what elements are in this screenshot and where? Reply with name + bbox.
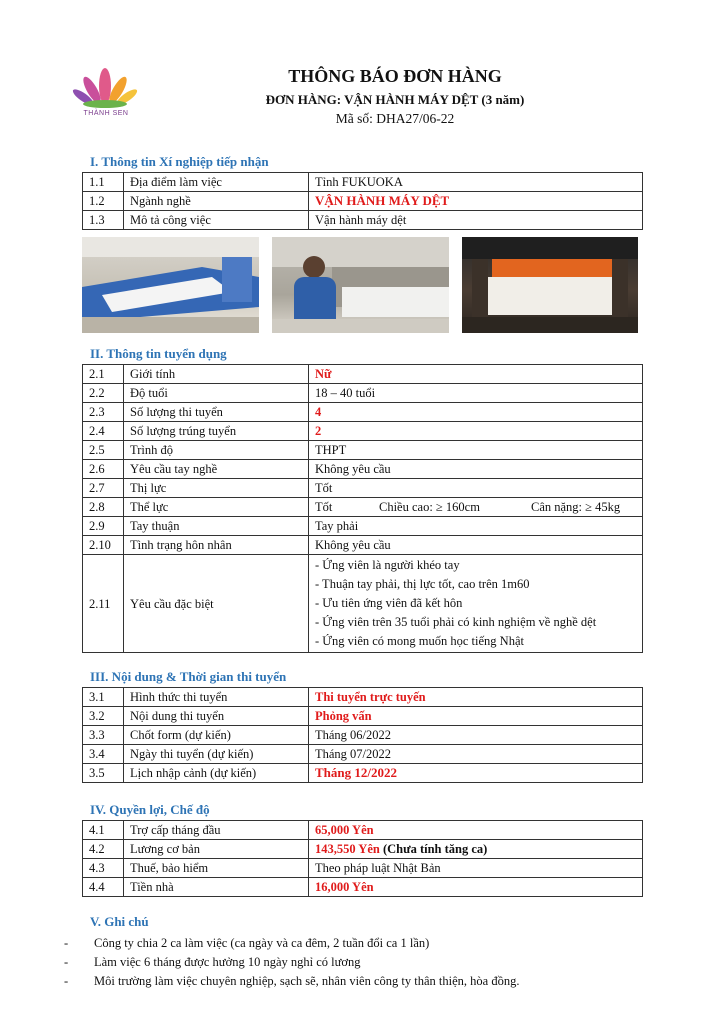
row-label: Lịch nhập cảnh (dự kiến): [124, 764, 309, 783]
row-value: 18 – 40 tuổi: [309, 384, 643, 403]
section-2-table: [82, 364, 643, 653]
row-number: 3.5: [83, 764, 124, 783]
row-number: 2.4: [83, 422, 124, 441]
row-label: Lương cơ bản: [124, 840, 309, 859]
row-label: Tình trạng hôn nhân: [124, 536, 309, 555]
row-label: Trợ cấp tháng đầu: [124, 821, 309, 840]
note-item: - Làm việc 6 tháng được hưởng 10 ngày nghỉ có lương: [64, 953, 664, 972]
table-row: [83, 707, 643, 726]
row-value: 65,000 Yên: [309, 821, 643, 840]
row-number: 4.2: [83, 840, 124, 859]
page-subtitle: ĐƠN HÀNG: VẬN HÀNH MÁY DỆT (3 năm): [265, 92, 525, 107]
section-5-heading: V. Ghi chú: [90, 914, 149, 929]
row-label: Yêu cầu đặc biệt: [124, 555, 309, 653]
row-number: 3.3: [83, 726, 124, 745]
row-value: Không yêu cầu: [309, 460, 643, 479]
row-value: Tháng 06/2022: [309, 726, 643, 745]
row-number: 2.1: [83, 365, 124, 384]
row-number: 4.1: [83, 821, 124, 840]
height-requirement: Chiều cao: ≥ 160cm: [379, 500, 480, 514]
table-row: [83, 365, 643, 384]
row-label: Mô tả công việc: [124, 211, 309, 230]
salary-value: 143,550 Yên: [315, 842, 380, 856]
table-row: [83, 479, 643, 498]
note-item: - Công ty chia 2 ca làm việc (ca ngày và ca đêm, 2 tuần đổi ca 1 lần): [64, 934, 664, 953]
requirement-item: - Ứng viên trên 35 tuổi phải có kinh nghiệm về nghề dệt: [315, 615, 597, 629]
table-row: [83, 555, 643, 653]
section-1-heading: I. Thông tin Xí nghiệp tiếp nhận: [90, 154, 269, 169]
row-label: Yêu cầu tay nghề: [124, 460, 309, 479]
row-number: 2.6: [83, 460, 124, 479]
section-4-heading: IV. Quyền lợi, Chế độ: [90, 802, 210, 817]
table-row: [83, 688, 643, 707]
order-code: Mã số: DHA27/06-22: [335, 111, 455, 126]
table-row: [83, 460, 643, 479]
row-value: VẬN HÀNH MÁY DỆT: [309, 192, 643, 211]
notes-list: [64, 934, 664, 991]
row-value: Vận hành máy dệt: [309, 211, 643, 230]
row-value: [309, 840, 643, 859]
row-value: 16,000 Yên: [309, 878, 643, 897]
requirement-item: - Thuận tay phải, thị lực tốt, cao trên 1m60: [315, 577, 530, 591]
requirement-item: - Ứng viên là người khéo tay: [315, 558, 460, 572]
table-row: [83, 211, 643, 230]
row-number: 2.10: [83, 536, 124, 555]
table-row: [83, 422, 643, 441]
row-label: Tay thuận: [124, 517, 309, 536]
row-value: Phỏng vấn: [309, 707, 643, 726]
row-label: Ngành nghề: [124, 192, 309, 211]
row-label: Giới tính: [124, 365, 309, 384]
row-label: Nội dung thi tuyển: [124, 707, 309, 726]
section-2-heading: II. Thông tin tuyển dụng: [90, 346, 227, 361]
row-number: 1.1: [83, 173, 124, 192]
row-number: 2.8: [83, 498, 124, 517]
row-value: [309, 498, 643, 517]
table-row: [83, 536, 643, 555]
row-label: Tiền nhà: [124, 878, 309, 897]
row-number: 3.1: [83, 688, 124, 707]
row-label: Trình độ: [124, 441, 309, 460]
table-row: [83, 173, 643, 192]
logo-text: THÀNH SEN: [83, 110, 129, 117]
row-value: Tốt: [309, 479, 643, 498]
section-3-table: [82, 687, 643, 783]
table-row: [83, 821, 643, 840]
row-value: Tỉnh FUKUOKA: [309, 173, 643, 192]
requirement-item: - Ứng viên có mong muốn học tiếng Nhật: [315, 634, 524, 648]
section-4-table: [82, 820, 643, 897]
table-row: [83, 517, 643, 536]
weaving-machine-photo-1: [82, 237, 259, 333]
row-label: Số lượng trúng tuyển: [124, 422, 309, 441]
table-row: [83, 840, 643, 859]
row-number: 1.3: [83, 211, 124, 230]
row-number: 3.2: [83, 707, 124, 726]
row-number: 2.3: [83, 403, 124, 422]
section-3-heading: III. Nội dung & Thời gian thi tuyển: [90, 669, 287, 684]
table-row: [83, 498, 643, 517]
row-label: Địa điểm làm việc: [124, 173, 309, 192]
row-value: Theo pháp luật Nhật Bản: [309, 859, 643, 878]
row-value: Không yêu cầu: [309, 536, 643, 555]
salary-note: (Chưa tính tăng ca): [382, 842, 488, 856]
row-number: 2.9: [83, 517, 124, 536]
table-row: [83, 726, 643, 745]
row-label: Thị lực: [124, 479, 309, 498]
row-value: THPT: [309, 441, 643, 460]
table-row: [83, 192, 643, 211]
row-label: Thuế, bảo hiểm: [124, 859, 309, 878]
row-number: 1.2: [83, 192, 124, 211]
row-value: Tay phải: [309, 517, 643, 536]
row-label: Hình thức thi tuyển: [124, 688, 309, 707]
row-number: 2.2: [83, 384, 124, 403]
weaving-worker-photo: [272, 237, 449, 333]
row-label: Số lượng thi tuyển: [124, 403, 309, 422]
row-label: Độ tuổi: [124, 384, 309, 403]
weaving-loom-photo: [462, 237, 638, 333]
row-label: Thể lực: [124, 498, 309, 517]
table-row: [83, 745, 643, 764]
row-label: Chốt form (dự kiến): [124, 726, 309, 745]
fitness-value: Tốt: [315, 500, 333, 514]
special-requirements: [309, 555, 643, 653]
row-number: 4.4: [83, 878, 124, 897]
row-label: Ngày thi tuyển (dự kiến): [124, 745, 309, 764]
row-number: 2.5: [83, 441, 124, 460]
section-1-table: [82, 172, 643, 230]
table-row: [83, 764, 643, 783]
row-value: 4: [309, 403, 643, 422]
note-item: - Môi trường làm việc chuyên nghiệp, sạch sẽ, nhân viên công ty thân thiện, hòa đồng.: [64, 972, 664, 991]
table-row: [83, 859, 643, 878]
row-number: 4.3: [83, 859, 124, 878]
row-value: Tháng 07/2022: [309, 745, 643, 764]
weight-requirement: Cân nặng: ≥ 45kg: [531, 500, 621, 514]
row-value: Tháng 12/2022: [309, 764, 643, 783]
row-number: 3.4: [83, 745, 124, 764]
table-row: [83, 384, 643, 403]
row-value: 2: [309, 422, 643, 441]
row-number: 2.7: [83, 479, 124, 498]
row-value: Nữ: [309, 365, 643, 384]
page-title: THÔNG BÁO ĐƠN HÀNG: [288, 66, 502, 86]
table-row: [83, 878, 643, 897]
table-row: [83, 441, 643, 460]
requirement-item: - Ưu tiên ứng viên đã kết hôn: [315, 596, 463, 610]
row-number: 2.11: [83, 555, 124, 653]
table-row: [83, 403, 643, 422]
row-value: Thi tuyển trực tuyến: [309, 688, 643, 707]
